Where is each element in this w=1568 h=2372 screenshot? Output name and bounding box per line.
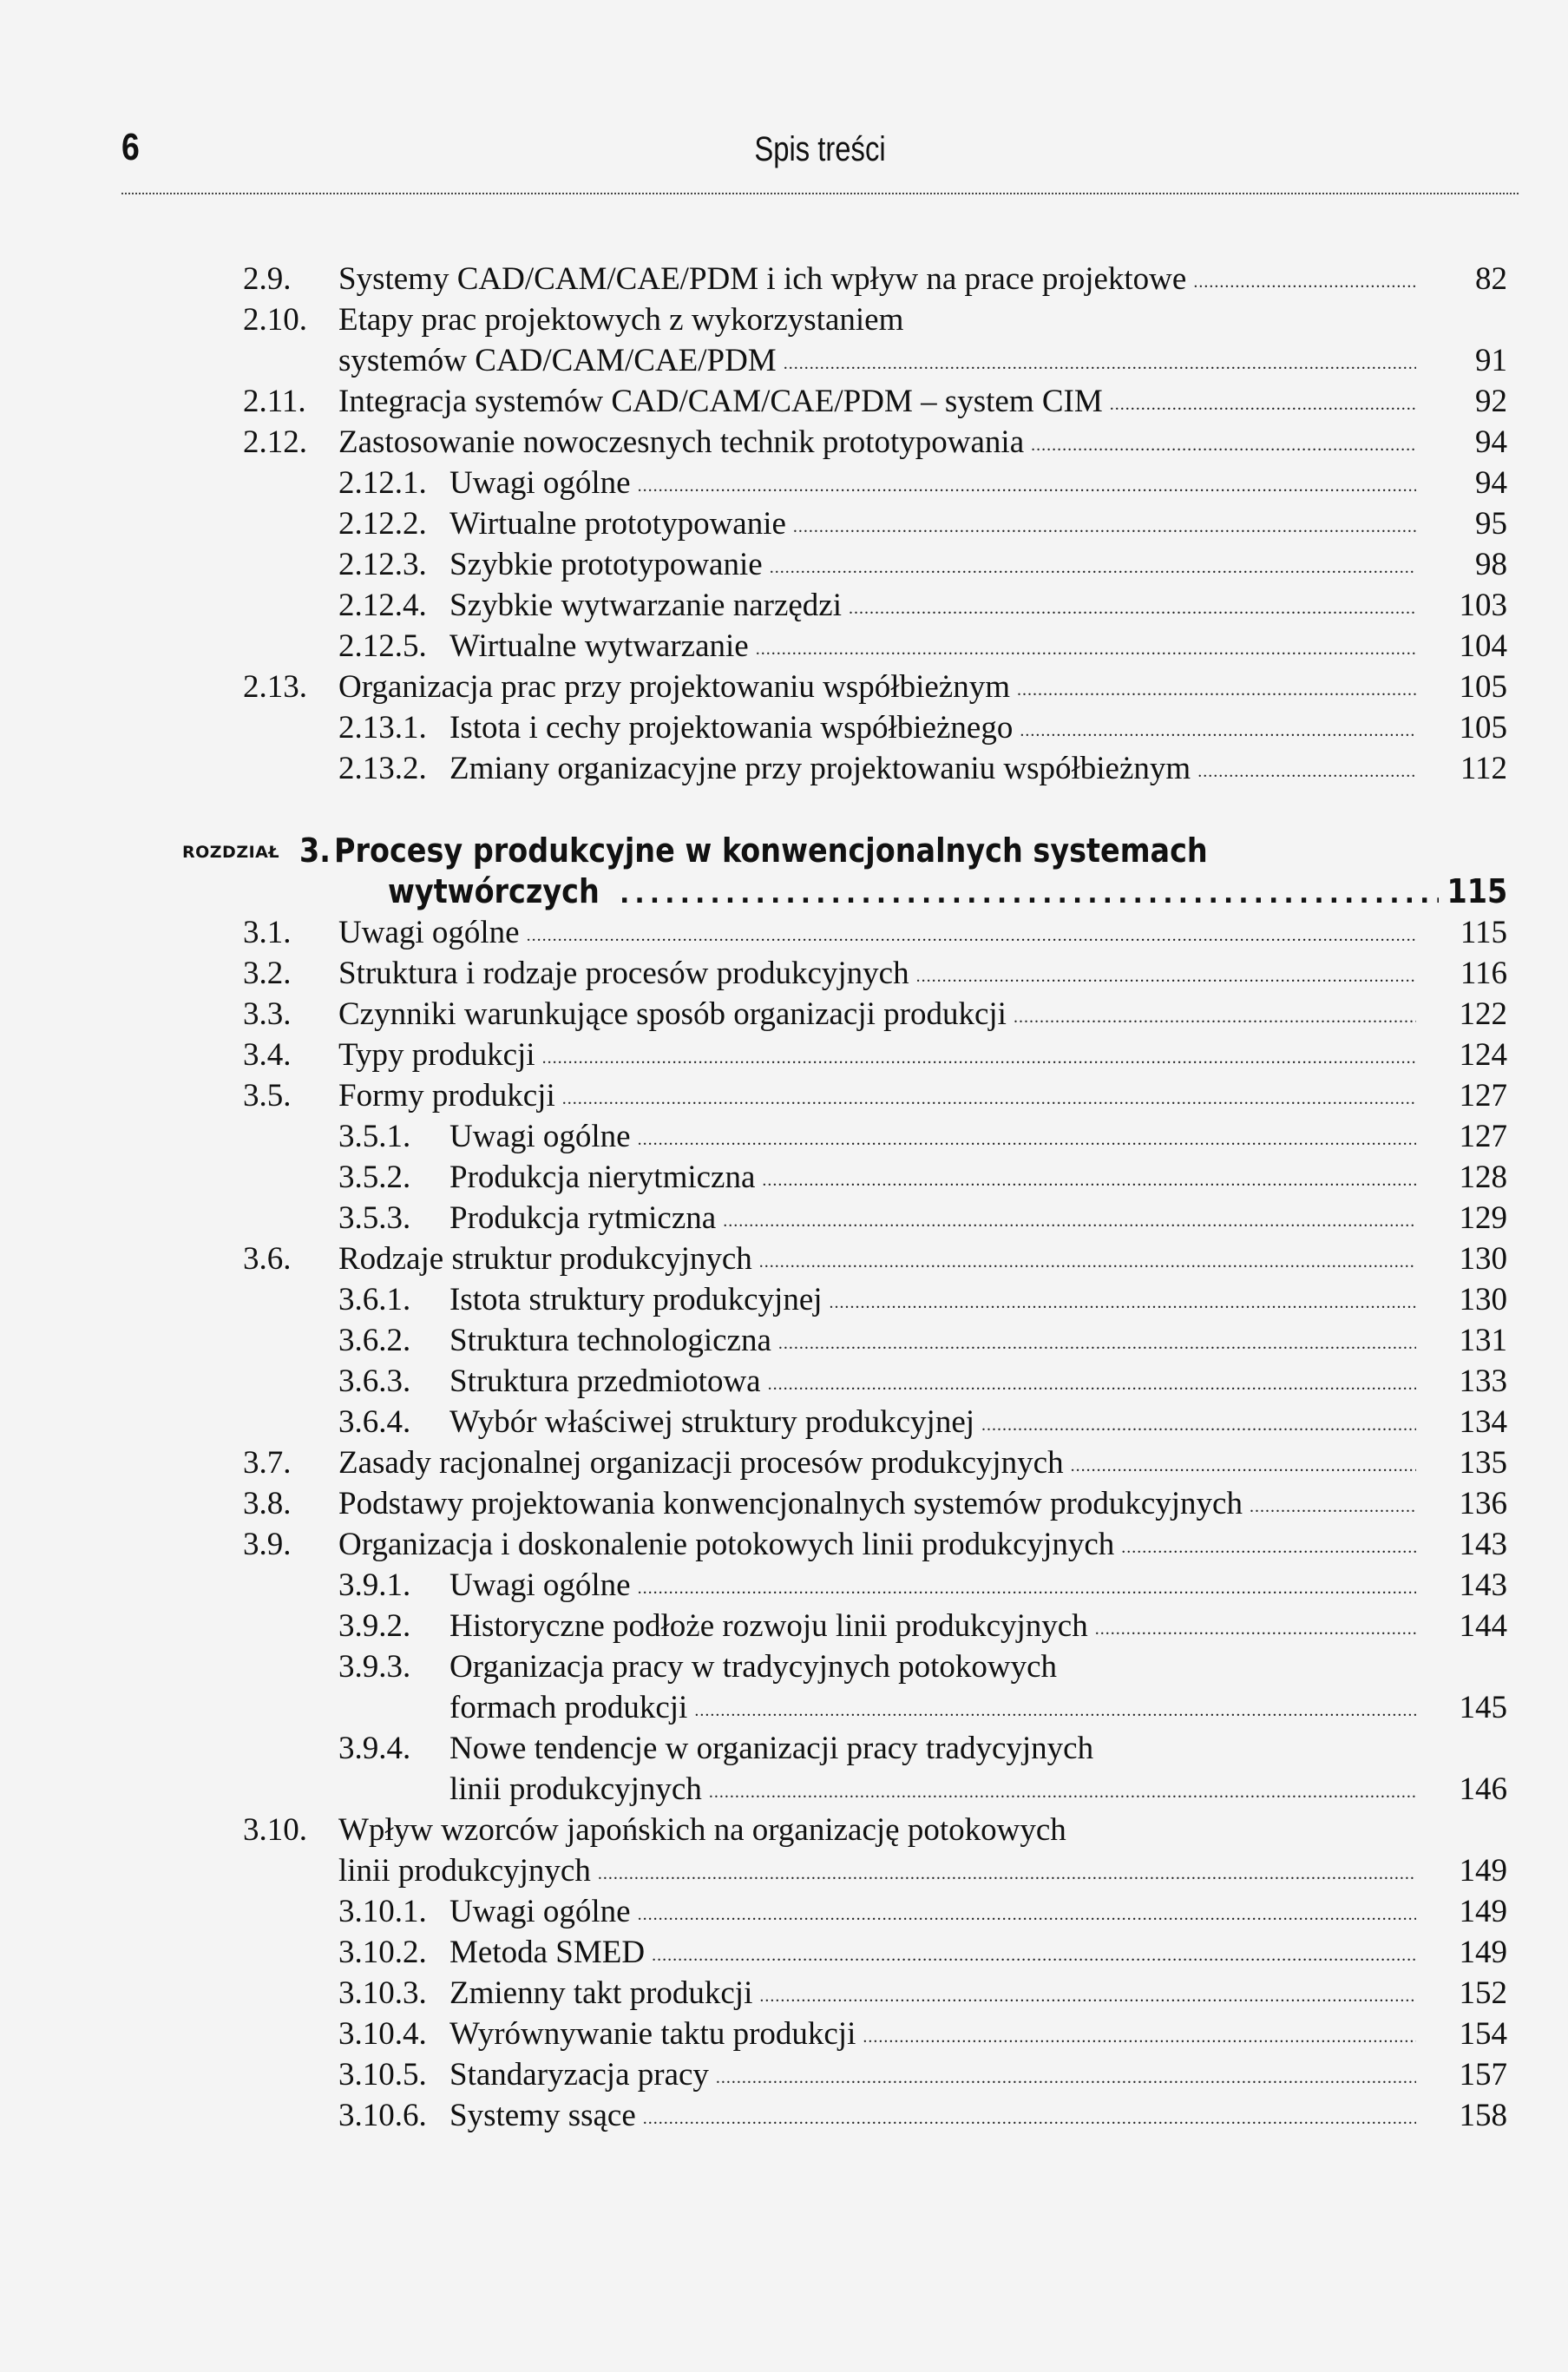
entry-number: 3.1. — [243, 915, 292, 950]
toc-entry[interactable] — [0, 1198, 1568, 1239]
entry-page: 143 — [1459, 1527, 1507, 1562]
entry-title: Organizacja pracy w tradycyjnych potokowych — [449, 1649, 1058, 1685]
entry-page: 152 — [1459, 1975, 1507, 2011]
entry-title: Uwagi ogólne — [338, 915, 520, 950]
entry-page: 95 — [1475, 506, 1507, 542]
entry-number: 3.10.5. — [338, 2057, 427, 2093]
toc-entry[interactable] — [0, 381, 1568, 422]
entry-page: 94 — [1475, 465, 1507, 501]
entry-page: 135 — [1459, 1445, 1507, 1481]
entry-title: Produkcja rytmiczna — [449, 1200, 717, 1236]
leader-dots — [1095, 1609, 1416, 1650]
entry-page: 91 — [1475, 343, 1507, 378]
page-number: 6 — [121, 126, 140, 168]
entry-number: 2.11. — [243, 384, 306, 419]
leader-dots — [759, 1976, 1416, 2017]
entry-title: Uwagi ogólne — [449, 1894, 631, 1929]
leader-dots — [562, 1079, 1416, 1120]
entry-number: 2.12.3. — [338, 547, 427, 582]
toc-entry[interactable] — [0, 1932, 1568, 1973]
leader-dots — [1017, 670, 1416, 711]
toc-entry[interactable] — [0, 667, 1568, 707]
toc-entry[interactable] — [0, 259, 1568, 299]
entry-number: 2.9. — [243, 261, 292, 297]
toc-entry[interactable] — [0, 503, 1568, 544]
leader-dots — [793, 507, 1416, 548]
entry-number: 3.5.1. — [338, 1119, 411, 1154]
toc-entry-continuation[interactable] — [0, 1769, 1568, 1810]
toc-entry[interactable] — [0, 1565, 1568, 1606]
entry-number: 2.12.1. — [338, 465, 427, 501]
leader-dots — [916, 956, 1416, 997]
leader-dots — [1020, 711, 1416, 752]
entry-title: Struktura i rodzaje procesów produkcyjnych — [338, 956, 909, 991]
entry-page: 157 — [1459, 2057, 1507, 2093]
entry-page: 124 — [1459, 1037, 1507, 1073]
toc-entry[interactable] — [0, 748, 1568, 789]
entry-page: 127 — [1459, 1078, 1507, 1114]
header-rule — [121, 193, 1519, 194]
toc-entry[interactable] — [0, 1320, 1568, 1361]
entry-title: Uwagi ogólne — [449, 465, 631, 501]
entry-number: 2.13.2. — [338, 751, 427, 786]
toc-entry[interactable] — [0, 1361, 1568, 1402]
entry-number: 2.13.1. — [338, 710, 427, 746]
entry-page: 136 — [1459, 1486, 1507, 1521]
entry-number: 3.6. — [243, 1241, 292, 1277]
entry-number: 3.10.1. — [338, 1894, 427, 1929]
entry-page: 105 — [1459, 710, 1507, 746]
leader-dots — [768, 1364, 1416, 1405]
entry-page: 104 — [1459, 628, 1507, 664]
leader-dots — [759, 1242, 1416, 1283]
leader-dots — [709, 1772, 1416, 1813]
entry-title: Istota i cechy projektowania współbieżnego — [449, 710, 1014, 746]
leader-dots — [1250, 1487, 1416, 1528]
entry-title: Wirtualne prototypowanie — [449, 506, 786, 542]
leader-dots — [863, 2017, 1416, 2058]
leader-dots — [762, 1160, 1416, 1201]
entry-page: 145 — [1459, 1690, 1507, 1725]
entry-page: 134 — [1459, 1404, 1507, 1440]
entry-title: Typy produkcji — [338, 1037, 535, 1073]
entry-page: 149 — [1459, 1853, 1507, 1889]
toc-entry[interactable] — [0, 1075, 1568, 1116]
leader-dots — [770, 548, 1416, 588]
entry-page: 131 — [1459, 1323, 1507, 1358]
chapter-title-line1: Procesy produkcyjne w konwencjonalnych systemach — [334, 831, 1208, 870]
entry-title: Zasady racjonalnej organizacji procesów produkcyjnych — [338, 1445, 1064, 1481]
entry-page: 130 — [1459, 1282, 1507, 1317]
entry-page: 129 — [1459, 1200, 1507, 1236]
entry-title: Formy produkcji — [338, 1078, 555, 1114]
toc-entry[interactable] — [0, 585, 1568, 626]
leader-dots — [756, 629, 1416, 670]
toc-entry[interactable] — [0, 463, 1568, 503]
entry-title: Etapy prac projektowych z wykorzystaniem — [338, 302, 904, 338]
toc-entry[interactable] — [0, 2014, 1568, 2054]
leader-dots — [598, 1854, 1416, 1895]
toc-entry[interactable] — [0, 2054, 1568, 2095]
leader-dots — [1071, 1446, 1416, 1487]
leader-dots — [527, 916, 1416, 956]
entry-page: 144 — [1459, 1608, 1507, 1644]
entry-number: 3.6.3. — [338, 1363, 411, 1399]
entry-title: Systemy CAD/CAM/CAE/PDM i ich wpływ na prace projektowe — [338, 261, 1187, 297]
entry-number: 3.5.3. — [338, 1200, 411, 1236]
leader-dots — [1193, 262, 1416, 303]
leader-dots — [638, 1120, 1416, 1160]
toc-entry[interactable] — [0, 1524, 1568, 1565]
chapter-label: ROZDZIAŁ — [182, 843, 280, 862]
entry-page: 122 — [1459, 996, 1507, 1032]
entry-title: Systemy ssące — [449, 2098, 636, 2133]
entry-number: 3.6.2. — [338, 1323, 411, 1358]
toc-entry[interactable] — [0, 1646, 1568, 1687]
entry-title: Zmiany organizacyjne przy projektowaniu współbieżnym — [449, 751, 1191, 786]
entry-title: Podstawy projektowania konwencjonalnych systemów produkcyjnych — [338, 1486, 1243, 1521]
spacer — [0, 789, 1568, 831]
toc-entry[interactable] — [0, 2095, 1568, 2136]
entry-page: 82 — [1475, 261, 1507, 297]
leader-dots — [849, 588, 1416, 629]
entry-title: Wirtualne wytwarzanie — [449, 628, 749, 664]
entry-page: 112 — [1460, 751, 1507, 786]
entry-title: Zastosowanie nowoczesnych technik prototypowania — [338, 424, 1025, 460]
entry-number: 2.12. — [243, 424, 307, 460]
toc-entry-continuation[interactable] — [0, 1687, 1568, 1728]
leader-dots — [784, 344, 1416, 384]
toc-entry[interactable] — [0, 912, 1568, 953]
toc-entry[interactable] — [0, 707, 1568, 748]
toc-entry[interactable] — [0, 1239, 1568, 1279]
entry-number: 3.9. — [243, 1527, 292, 1562]
entry-number: 3.2. — [243, 956, 292, 991]
toc-entry[interactable] — [0, 1157, 1568, 1198]
toc-entry[interactable] — [0, 544, 1568, 585]
chapter-number: 3. — [299, 831, 331, 870]
entry-title: Nowe tendencje w organizacji pracy tradycyjnych — [449, 1731, 1094, 1766]
page-header — [121, 122, 1519, 191]
entry-number: 2.12.2. — [338, 506, 427, 542]
entry-page: 105 — [1459, 669, 1507, 705]
leader-dots — [723, 1201, 1416, 1242]
entry-number: 3.4. — [243, 1037, 292, 1073]
entry-page: 98 — [1475, 547, 1507, 582]
leader-dots — [542, 1038, 1416, 1079]
toc-entry[interactable] — [0, 299, 1568, 340]
entry-number: 3.9.4. — [338, 1731, 411, 1766]
entry-title: Uwagi ogólne — [449, 1567, 631, 1603]
leader-dots — [638, 1895, 1416, 1935]
toc-entry-continuation[interactable] — [0, 1850, 1568, 1891]
entry-page: 92 — [1475, 384, 1507, 419]
leader-dots — [638, 466, 1416, 507]
entry-page: 94 — [1475, 424, 1507, 460]
entry-page: 149 — [1459, 1894, 1507, 1929]
entry-page: 146 — [1459, 1771, 1507, 1807]
entry-title: Wpływ wzorców japońskich na organizację potokowych — [338, 1812, 1066, 1848]
entry-title: Produkcja nierytmiczna — [449, 1160, 756, 1195]
entry-title: Istota struktury produkcyjnej — [449, 1282, 823, 1317]
entry-number: 3.6.4. — [338, 1404, 411, 1440]
entry-page: 133 — [1459, 1363, 1507, 1399]
entry-page: 143 — [1459, 1567, 1507, 1603]
leader-dots — [1110, 384, 1416, 425]
toc-entry[interactable] — [0, 1973, 1568, 2014]
entry-title-cont: linii produkcyjnych — [449, 1771, 702, 1807]
entry-number: 3.10.2. — [338, 1935, 427, 1970]
entry-number: 2.13. — [243, 669, 307, 705]
entry-title: Zmienny takt produkcji — [449, 1975, 753, 2011]
entry-number: 3.7. — [243, 1445, 292, 1481]
entry-title: Wybór właściwej struktury produkcyjnej — [449, 1404, 975, 1440]
entry-title: Wyrównywanie taktu produkcji — [449, 2016, 856, 2052]
entry-number: 2.12.4. — [338, 588, 427, 623]
entry-title: Rodzaje struktur produkcyjnych — [338, 1241, 752, 1277]
chapter-title-line2: wytwórczych — [388, 872, 600, 910]
entry-number: 3.10.3. — [338, 1975, 427, 2011]
toc-entry[interactable] — [0, 1483, 1568, 1524]
entry-title-cont: linii produkcyjnych — [338, 1853, 591, 1889]
entry-page: 116 — [1460, 956, 1507, 991]
entry-number: 3.5. — [243, 1078, 292, 1114]
entry-title: Uwagi ogólne — [449, 1119, 631, 1154]
entry-number: 3.5.2. — [338, 1160, 411, 1195]
entry-number: 2.10. — [243, 302, 307, 338]
toc-entry[interactable] — [0, 1606, 1568, 1646]
entry-page: 103 — [1459, 588, 1507, 623]
toc-entry[interactable] — [0, 1035, 1568, 1075]
toc-entry[interactable] — [0, 1402, 1568, 1442]
entry-page: 127 — [1459, 1119, 1507, 1154]
leader-dots — [778, 1324, 1416, 1364]
leader-dots — [830, 1283, 1416, 1324]
toc-entry[interactable] — [0, 1116, 1568, 1157]
entry-page: 154 — [1459, 2016, 1507, 2052]
entry-title-cont: formach produkcji — [449, 1690, 688, 1725]
entry-title: Historyczne podłoże rozwoju linii produkcyjnych — [449, 1608, 1088, 1644]
leader-dots — [1031, 425, 1416, 466]
toc-entry[interactable] — [0, 953, 1568, 994]
leader-dots — [716, 2058, 1416, 2099]
chapter-heading[interactable] — [0, 831, 1568, 912]
entry-number: 3.10.4. — [338, 2016, 427, 2052]
entry-title: Integracja systemów CAD/CAM/CAE/PDM – system CIM — [338, 384, 1103, 419]
entry-number: 3.9.2. — [338, 1608, 411, 1644]
toc-entry[interactable] — [0, 1728, 1568, 1769]
toc-entry[interactable] — [0, 994, 1568, 1035]
entry-title: Metoda SMED — [449, 1935, 646, 1970]
entry-page: 115 — [1460, 915, 1507, 950]
toc-entry[interactable] — [0, 626, 1568, 667]
entry-number: 3.8. — [243, 1486, 292, 1521]
entry-title: Struktura przedmiotowa — [449, 1363, 761, 1399]
entry-number: 3.6.1. — [338, 1282, 411, 1317]
leader-dots — [652, 1935, 1416, 1976]
running-title: Spis treści — [754, 130, 886, 168]
entry-page: 130 — [1459, 1241, 1507, 1277]
entry-title: Struktura technologiczna — [449, 1323, 771, 1358]
entry-page: 158 — [1459, 2098, 1507, 2133]
entry-title-cont: systemów CAD/CAM/CAE/PDM — [338, 343, 777, 378]
toc-entry[interactable] — [0, 1810, 1568, 1850]
table-of-contents — [0, 259, 1568, 2136]
entry-page: 128 — [1459, 1160, 1507, 1195]
leader-dots — [1197, 752, 1416, 792]
chapter-page: 115 — [1447, 872, 1507, 910]
entry-title: Organizacja i doskonalenie potokowych linii produkcyjnych — [338, 1527, 1115, 1562]
entry-number: 3.10.6. — [338, 2098, 427, 2133]
leader-dots — [638, 1568, 1416, 1609]
toc-entry[interactable] — [0, 1442, 1568, 1483]
toc-entry-continuation[interactable] — [0, 340, 1568, 381]
leader-dots — [1121, 1528, 1416, 1568]
entry-number: 2.12.5. — [338, 628, 427, 664]
entry-number: 3.9.3. — [338, 1649, 411, 1685]
entry-page: 149 — [1459, 1935, 1507, 1970]
toc-entry[interactable] — [0, 422, 1568, 463]
entry-title: Czynniki warunkujące sposób organizacji produkcji — [338, 996, 1007, 1032]
leader-dots — [1014, 997, 1416, 1038]
entry-title: Organizacja prac przy projektowaniu współbieżnym — [338, 669, 1010, 705]
entry-title: Standaryzacja pracy — [449, 2057, 709, 2093]
entry-number: 3.3. — [243, 996, 292, 1032]
toc-entry[interactable] — [0, 1279, 1568, 1320]
leader-dots — [694, 1691, 1416, 1731]
leader-dots — [981, 1405, 1416, 1446]
toc-entry[interactable] — [0, 1891, 1568, 1932]
entry-number: 3.10. — [243, 1812, 307, 1848]
entry-number: 3.9.1. — [338, 1567, 411, 1603]
entry-title: Szybkie prototypowanie — [449, 547, 763, 582]
leader-dots — [611, 874, 1439, 915]
entry-title: Szybkie wytwarzanie narzędzi — [449, 588, 843, 623]
leader-dots — [643, 2099, 1416, 2139]
